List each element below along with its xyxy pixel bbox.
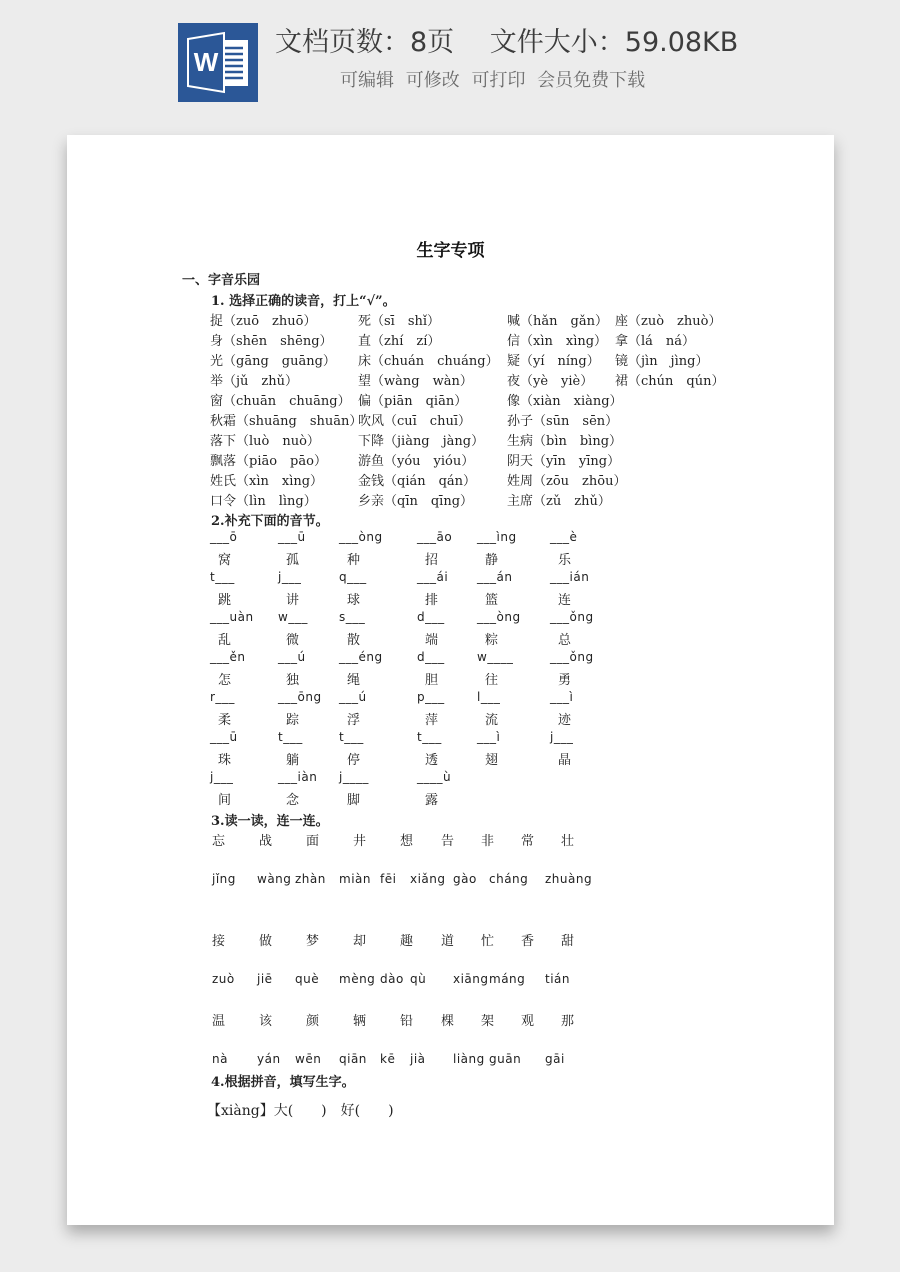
syllable-character: 乱 xyxy=(218,633,232,648)
pinyin-choice-item: 游鱼（yóu yióu） xyxy=(358,454,475,469)
match-character: 面 xyxy=(306,834,320,849)
match-character: 却 xyxy=(353,934,367,949)
syllable-character: 排 xyxy=(425,593,439,608)
syllable-blank: ___ú xyxy=(278,650,306,664)
syllable-character: 微 xyxy=(286,633,300,648)
syllable-blank: j___ xyxy=(550,730,574,744)
syllable-character: 往 xyxy=(485,673,499,688)
match-pinyin: tián xyxy=(545,972,570,986)
syllable-blank: ___ián xyxy=(550,570,590,584)
syllable-character: 念 xyxy=(286,793,300,808)
match-pinyin: máng xyxy=(489,972,526,986)
match-pinyin: nà xyxy=(212,1052,228,1066)
syllable-blank: j___ xyxy=(278,570,302,584)
syllable-character: 流 xyxy=(485,713,499,728)
match-character: 忙 xyxy=(481,934,495,949)
match-pinyin: miàn xyxy=(339,872,371,886)
syllable-blank: ____ù xyxy=(417,770,452,784)
match-pinyin: wàng xyxy=(257,872,292,886)
syllable-blank: l___ xyxy=(477,690,501,704)
syllable-character: 间 xyxy=(218,793,232,808)
syllable-character: 脚 xyxy=(347,793,361,808)
syllable-blank: ___ō xyxy=(210,530,238,544)
syllable-blank: ___ū xyxy=(278,530,306,544)
match-pinyin: liàng xyxy=(453,1052,485,1066)
syllable-character: 翅 xyxy=(485,753,499,768)
match-character: 那 xyxy=(561,1014,575,1029)
syllable-character: 透 xyxy=(425,753,439,768)
match-character: 告 xyxy=(441,834,455,849)
syllable-blank: j____ xyxy=(339,770,369,784)
syllable-character: 勇 xyxy=(558,673,572,688)
syllable-blank: t___ xyxy=(210,570,235,584)
match-pinyin: zhuàng xyxy=(545,872,593,886)
pinyin-choice-item: 喊（hǎn gǎn） xyxy=(507,314,608,329)
match-character: 香 xyxy=(521,934,535,949)
syllable-blank: d___ xyxy=(417,650,445,664)
pinyin-choice-item: 拿（lá ná） xyxy=(615,334,696,349)
match-pinyin: xiǎng xyxy=(410,872,446,886)
syllable-character: 独 xyxy=(286,673,300,688)
q1-title: 1. 选择正确的读音，打上“√”。 xyxy=(211,294,396,309)
document-stats: 文档页数：8页 文件大小：59.08KB xyxy=(275,27,739,58)
match-character: 想 xyxy=(400,834,414,849)
syllable-blank: ___ú xyxy=(339,690,367,704)
syllable-character: 怎 xyxy=(218,673,232,688)
syllable-blank: ___án xyxy=(477,570,513,584)
match-pinyin: guān xyxy=(489,1052,522,1066)
syllable-character: 窝 xyxy=(218,553,232,568)
match-character: 甜 xyxy=(561,934,575,949)
syllable-blank: r___ xyxy=(210,690,235,704)
syllable-blank: j___ xyxy=(210,770,234,784)
match-character: 棵 xyxy=(441,1014,455,1029)
pinyin-choice-item: 乡亲（qīn qīng） xyxy=(358,494,474,509)
syllable-blank: ___ái xyxy=(417,570,449,584)
pinyin-choice-item: 下降（jiàng jàng） xyxy=(358,434,485,449)
match-character: 忘 xyxy=(212,834,226,849)
svg-text:W: W xyxy=(193,47,219,77)
match-character: 该 xyxy=(259,1014,273,1029)
syllable-character: 萍 xyxy=(425,713,439,728)
match-pinyin: qiān xyxy=(339,1052,367,1066)
syllable-blank: ___ōng xyxy=(278,690,322,704)
syllable-character: 静 xyxy=(485,553,499,568)
syllable-blank: ___òng xyxy=(477,610,521,624)
match-pinyin: zhàn xyxy=(295,872,326,886)
match-pinyin: dào xyxy=(380,972,404,986)
syllable-blank: ___āo xyxy=(417,530,453,544)
pinyin-choice-item: 身（shēn shēng） xyxy=(210,334,333,349)
syllable-character: 总 xyxy=(558,633,572,648)
syllable-character: 迹 xyxy=(558,713,572,728)
match-pinyin: mèng xyxy=(339,972,376,986)
match-pinyin: fēi xyxy=(380,872,397,886)
match-character: 铅 xyxy=(400,1014,414,1029)
q4-fill-line: 【xiàng】大( ) 好( ) xyxy=(207,1103,394,1119)
pinyin-choice-item: 死（sī shǐ） xyxy=(358,314,441,329)
syllable-character: 珠 xyxy=(218,753,232,768)
syllable-character: 绳 xyxy=(347,673,361,688)
pinyin-choice-item: 落下（luò nuò） xyxy=(210,434,320,449)
pinyin-choice-item: 主席（zǔ zhǔ） xyxy=(507,494,611,509)
syllable-blank: ___ǒng xyxy=(550,610,594,624)
match-character: 战 xyxy=(259,834,273,849)
syllable-character: 停 xyxy=(347,753,361,768)
syllable-blank: t___ xyxy=(339,730,364,744)
pinyin-choice-item: 窗（chuān chuāng） xyxy=(210,394,351,409)
syllable-character: 乐 xyxy=(558,553,572,568)
pinyin-choice-item: 口令（lìn lìng） xyxy=(210,494,317,509)
match-pinyin: xiāng xyxy=(453,972,489,986)
syllable-character: 躺 xyxy=(286,753,300,768)
pinyin-choice-item: 阴天（yīn yīng） xyxy=(507,454,621,469)
match-character: 道 xyxy=(441,934,455,949)
pinyin-choice-item: 疑（yí níng） xyxy=(507,354,600,369)
pinyin-choice-item: 床（chuán chuáng） xyxy=(358,354,499,369)
syllable-character: 跳 xyxy=(218,593,232,608)
pinyin-choice-item: 镜（jìn jìng） xyxy=(615,354,709,369)
match-character: 梦 xyxy=(306,934,320,949)
pinyin-choice-item: 偏（piān qiān） xyxy=(358,394,468,409)
match-character: 井 xyxy=(353,834,367,849)
syllable-character: 端 xyxy=(425,633,439,648)
syllable-character: 篮 xyxy=(485,593,499,608)
pinyin-choice-item: 座（zuò zhuò） xyxy=(615,314,722,329)
match-character: 非 xyxy=(481,834,495,849)
pinyin-choice-item: 金钱（qián qán） xyxy=(358,474,477,489)
syllable-blank: p___ xyxy=(417,690,445,704)
match-character: 做 xyxy=(259,934,273,949)
match-character: 架 xyxy=(481,1014,495,1029)
match-pinyin: gào xyxy=(453,872,477,886)
syllable-character: 胆 xyxy=(425,673,439,688)
pinyin-choice-item: 光（gāng guāng） xyxy=(210,354,336,369)
match-character: 接 xyxy=(212,934,226,949)
pinyin-choice-item: 孙子（sūn sēn） xyxy=(507,414,619,429)
match-character: 趣 xyxy=(400,934,414,949)
document-features: 可编辑 可修改 可打印 会员免费下载 xyxy=(340,70,646,91)
match-pinyin: jiē xyxy=(257,972,273,986)
match-character: 常 xyxy=(521,834,535,849)
syllable-blank: ___uàn xyxy=(210,610,254,624)
syllable-character: 踪 xyxy=(286,713,300,728)
syllable-character: 连 xyxy=(558,593,572,608)
syllable-blank: ___è xyxy=(550,530,578,544)
syllable-blank: ___éng xyxy=(339,650,383,664)
pinyin-choice-item: 像（xiàn xiàng） xyxy=(507,394,623,409)
pinyin-choice-item: 飘落（piāo pāo） xyxy=(210,454,327,469)
match-pinyin: jǐng xyxy=(212,872,236,886)
pinyin-choice-item: 姓周（zōu zhōu） xyxy=(507,474,627,489)
syllable-blank: w___ xyxy=(278,610,308,624)
document-info-header xyxy=(0,0,900,125)
pinyin-choice-item: 捉（zuō zhuō） xyxy=(210,314,317,329)
word-document-icon xyxy=(178,23,258,102)
pinyin-choice-item: 举（jǔ zhǔ） xyxy=(210,374,298,389)
pinyin-choice-item: 吹风（cuī chuī） xyxy=(358,414,471,429)
match-pinyin: qù xyxy=(410,972,427,986)
match-character: 辆 xyxy=(353,1014,367,1029)
syllable-character: 球 xyxy=(347,593,361,608)
pinyin-choice-item: 裙（chún qún） xyxy=(615,374,725,389)
match-character: 温 xyxy=(212,1014,226,1029)
syllable-character: 露 xyxy=(425,793,439,808)
match-pinyin: jià xyxy=(410,1052,426,1066)
syllable-blank: ___ì xyxy=(477,730,501,744)
pinyin-choice-item: 直（zhí zí） xyxy=(358,334,441,349)
syllable-blank: ___ěn xyxy=(210,650,246,664)
section-heading: 一、字音乐园 xyxy=(182,273,261,288)
match-pinyin: wēn xyxy=(295,1052,322,1066)
syllable-blank: ___ì xyxy=(550,690,574,704)
syllable-blank: ___òng xyxy=(339,530,383,544)
doc-title: 生字专项 xyxy=(416,241,485,261)
pinyin-choice-item: 望（wàng wàn） xyxy=(358,374,473,389)
match-pinyin: cháng xyxy=(489,872,529,886)
syllable-blank: t___ xyxy=(278,730,303,744)
match-character: 颜 xyxy=(306,1014,320,1029)
pinyin-choice-item: 生病（bìn bìng） xyxy=(507,434,623,449)
syllable-character: 柔 xyxy=(218,713,232,728)
syllable-character: 讲 xyxy=(286,593,300,608)
pinyin-choice-item: 夜（yè yiè） xyxy=(507,374,594,389)
syllable-blank: ___iàn xyxy=(278,770,318,784)
match-pinyin: zuò xyxy=(212,972,235,986)
syllable-blank: s___ xyxy=(339,610,366,624)
pinyin-choice-item: 姓氏（xìn xìng） xyxy=(210,474,324,489)
syllable-character: 粽 xyxy=(485,633,499,648)
match-pinyin: què xyxy=(295,972,320,986)
match-pinyin: yán xyxy=(257,1052,281,1066)
syllable-character: 招 xyxy=(425,553,439,568)
match-pinyin: gāi xyxy=(545,1052,565,1066)
syllable-character: 散 xyxy=(347,633,361,648)
q3-title: 3.读一读，连一连。 xyxy=(211,814,329,829)
document-page xyxy=(67,135,834,1225)
syllable-blank: t___ xyxy=(417,730,442,744)
syllable-blank: ___ǒng xyxy=(550,650,594,664)
match-character: 壮 xyxy=(561,834,575,849)
syllable-character: 浮 xyxy=(347,713,361,728)
syllable-character: 晶 xyxy=(558,753,572,768)
syllable-blank: q___ xyxy=(339,570,367,584)
pinyin-choice-item: 秋霜（shuāng shuān） xyxy=(210,414,363,429)
match-pinyin: kē xyxy=(380,1052,396,1066)
syllable-blank: ___ū xyxy=(210,730,238,744)
match-character: 观 xyxy=(521,1014,535,1029)
q4-title: 4.根据拼音，填写生字。 xyxy=(211,1075,355,1090)
syllable-character: 孤 xyxy=(286,553,300,568)
syllable-blank: d___ xyxy=(417,610,445,624)
q2-title: 2.补充下面的音节。 xyxy=(211,514,329,529)
syllable-blank: w____ xyxy=(477,650,514,664)
pinyin-choice-item: 信（xìn xìng） xyxy=(507,334,608,349)
syllable-character: 种 xyxy=(347,553,361,568)
syllable-blank: ___ìng xyxy=(477,530,517,544)
